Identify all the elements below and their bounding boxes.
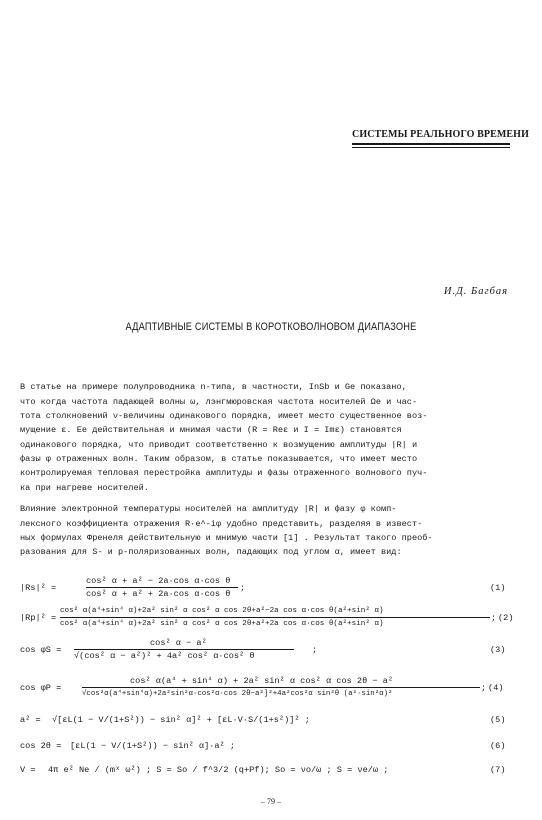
body-line: что когда частота падающей волны ω, лэнгмюровская частота носителей Ωe и час-: [20, 397, 418, 407]
eq1-denominator: cos² α + a² + 2a·cos α·cos θ: [86, 589, 231, 599]
eq2-tail: ;: [491, 613, 497, 623]
section-header: СИСТЕМЫ РЕАЛЬНОГО ВРЕМЕНИ: [352, 129, 529, 140]
page-number: – 79 –: [261, 797, 281, 806]
eq1-lhs: |Rs|² =: [20, 583, 57, 593]
eq4-fraction-bar: [82, 687, 480, 688]
eq5-lhs: a² =: [20, 715, 41, 725]
article-title: АДАПТИВНЫЕ СИСТЕМЫ В КОРОТКОВОЛНОВОМ ДИАПАЗОНЕ: [125, 321, 417, 333]
eq2-numerator: cos² α(a⁴+sin⁴ α)+2a² sin² α cos² α cos 2θ+a²−2a cos α·cos θ(a²+sin² α): [60, 607, 384, 615]
eq3-number: (3): [490, 645, 506, 655]
eq6-number: (6): [490, 741, 506, 751]
eq4-number: (4): [488, 683, 504, 693]
eq3-fraction-bar: [74, 649, 294, 650]
eq4-lhs: cos φP =: [20, 683, 62, 693]
body-line: контролируемая тепловая перестройка амплитуды и фазы отраженного волнового пуч-: [20, 468, 428, 478]
author-name: И.Д. Багбая: [443, 286, 508, 297]
header-rule-thick: [352, 143, 510, 145]
body-line: лексного коэффициента отражения R·e^-iφ удобно представить, разделяя в извест-: [20, 519, 423, 529]
body-line: Влияние электронной температуры носителей на амплитуду |R| и фазу φ комп-: [20, 504, 397, 514]
eq7-body: 4π e² Ne / (mˣ ω²) ; S = So / f^3/2 (q+Pf); So = νo/ω ; S = νe/ω ;: [48, 765, 389, 775]
body-line: ных формулах Френеля действительную и мнимую части [1] . Результат такого преоб-: [20, 533, 433, 543]
header-rule-thin: [352, 147, 510, 148]
eq7-number: (7): [490, 765, 506, 775]
body-line: В статье на примере полупроводника n-типа, в частности, InSb и Ge показано,: [20, 382, 407, 392]
eq6-lhs: cos 2θ =: [20, 741, 62, 751]
eq2-denominator: cos² α(a⁴+sin⁴ α)+2a² sin² α cos² α cos 2θ+a²+2a cos α·cos θ(a²+sin² α): [60, 620, 384, 628]
eq7-lhs: V =: [20, 765, 36, 775]
eq6-body: [εL(1 − V/(1+S²)) − sin² α]·a² ;: [70, 741, 236, 751]
eq4-denominator: √cos²α(a⁴+sin⁴α)+2a²sin²α·cos²α·cos 2θ−a²]²+4a²cos²α sin²θ (a²·sin²α)²: [82, 690, 393, 698]
eq3-lhs: cos φS =: [20, 645, 62, 655]
eq2-number: (2): [498, 613, 514, 623]
body-line: ка при нагреве носителей.: [20, 483, 149, 493]
eq3-numerator: cos² α − a²: [150, 638, 207, 648]
eq5-number: (5): [490, 715, 506, 725]
body-line: разования для S- и p-поляризованных волн, падающих под углом α, имеет вид:: [20, 547, 402, 557]
eq1-fraction-bar: [86, 587, 238, 588]
body-line: мущение ε. Ее действительная и мнимая части (R = Reε и I = Imε) становятся: [20, 425, 402, 435]
body-line: тота столкновений ν-величины одинакового порядка, имеет место существенное воз-: [20, 411, 428, 421]
eq3-tail: ;: [312, 645, 318, 655]
body-line: фазы φ отраженных волн. Таким образом, в статье показывается, что имеет место: [20, 454, 418, 464]
eq1-numerator: cos² α + a² − 2a·cos α·cos θ: [86, 576, 231, 586]
eq5-body: √[εL(1 − V/(1+S²)) − sin² α]² + [εL·V·S/(1+s²)]² ;: [52, 715, 310, 725]
eq3-denominator: √(cos² α − a²)² + 4a² cos² α·cos² θ: [74, 651, 255, 661]
eq4-numerator: cos² α(a⁴ + sin⁴ α) + 2a² sin² α cos² α cos 2θ − a²: [130, 676, 394, 686]
body-line: одинакового порядка, что приводит соответственно к возмущению амплитуды |R| и: [20, 440, 418, 450]
eq1-number: (1): [490, 583, 506, 593]
eq2-fraction-bar: [60, 617, 490, 618]
eq2-lhs: |Rp|² =: [20, 613, 57, 623]
eq4-tail: ;: [481, 683, 487, 693]
eq1-tail: ;: [240, 583, 246, 593]
